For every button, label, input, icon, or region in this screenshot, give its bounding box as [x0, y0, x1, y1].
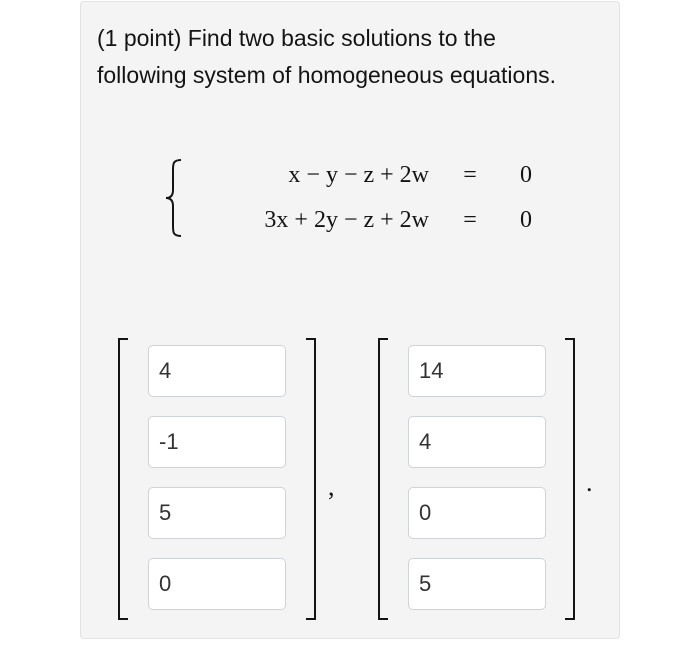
- equation-relation: =: [463, 162, 477, 188]
- vector1-left-bracket: [118, 338, 128, 620]
- equation-relation: =: [463, 207, 477, 233]
- vector1-entry-4[interactable]: [148, 558, 286, 610]
- vector-separator: ,: [328, 472, 335, 501]
- vector2-entry-3[interactable]: [408, 487, 546, 539]
- vector1-right-bracket: [306, 338, 316, 620]
- vector1-entry-1[interactable]: [148, 345, 286, 397]
- vector2-right-bracket: [565, 338, 575, 620]
- equation-row: [163, 207, 543, 237]
- problem-prompt: (1 point) Find two basic solutions to the following system of homogeneous equations.: [97, 25, 557, 88]
- equation-row: [163, 162, 543, 192]
- equation-lhs: 3x + 2y − z + 2w: [264, 207, 429, 233]
- vector2-left-bracket: [378, 338, 388, 620]
- equation-rhs: 0: [520, 162, 532, 188]
- equation-lhs: x − y − z + 2w: [288, 162, 429, 188]
- vector-terminator: .: [586, 468, 593, 497]
- equation-system: [163, 154, 543, 244]
- vector2-entry-4[interactable]: [408, 558, 546, 610]
- vector2-entry-2[interactable]: [408, 416, 546, 468]
- vector1-entry-3[interactable]: [148, 487, 286, 539]
- vector1-entry-2[interactable]: [148, 416, 286, 468]
- vector2-entry-1[interactable]: [408, 345, 546, 397]
- problem-card: [80, 1, 620, 639]
- equation-rhs: 0: [520, 207, 532, 233]
